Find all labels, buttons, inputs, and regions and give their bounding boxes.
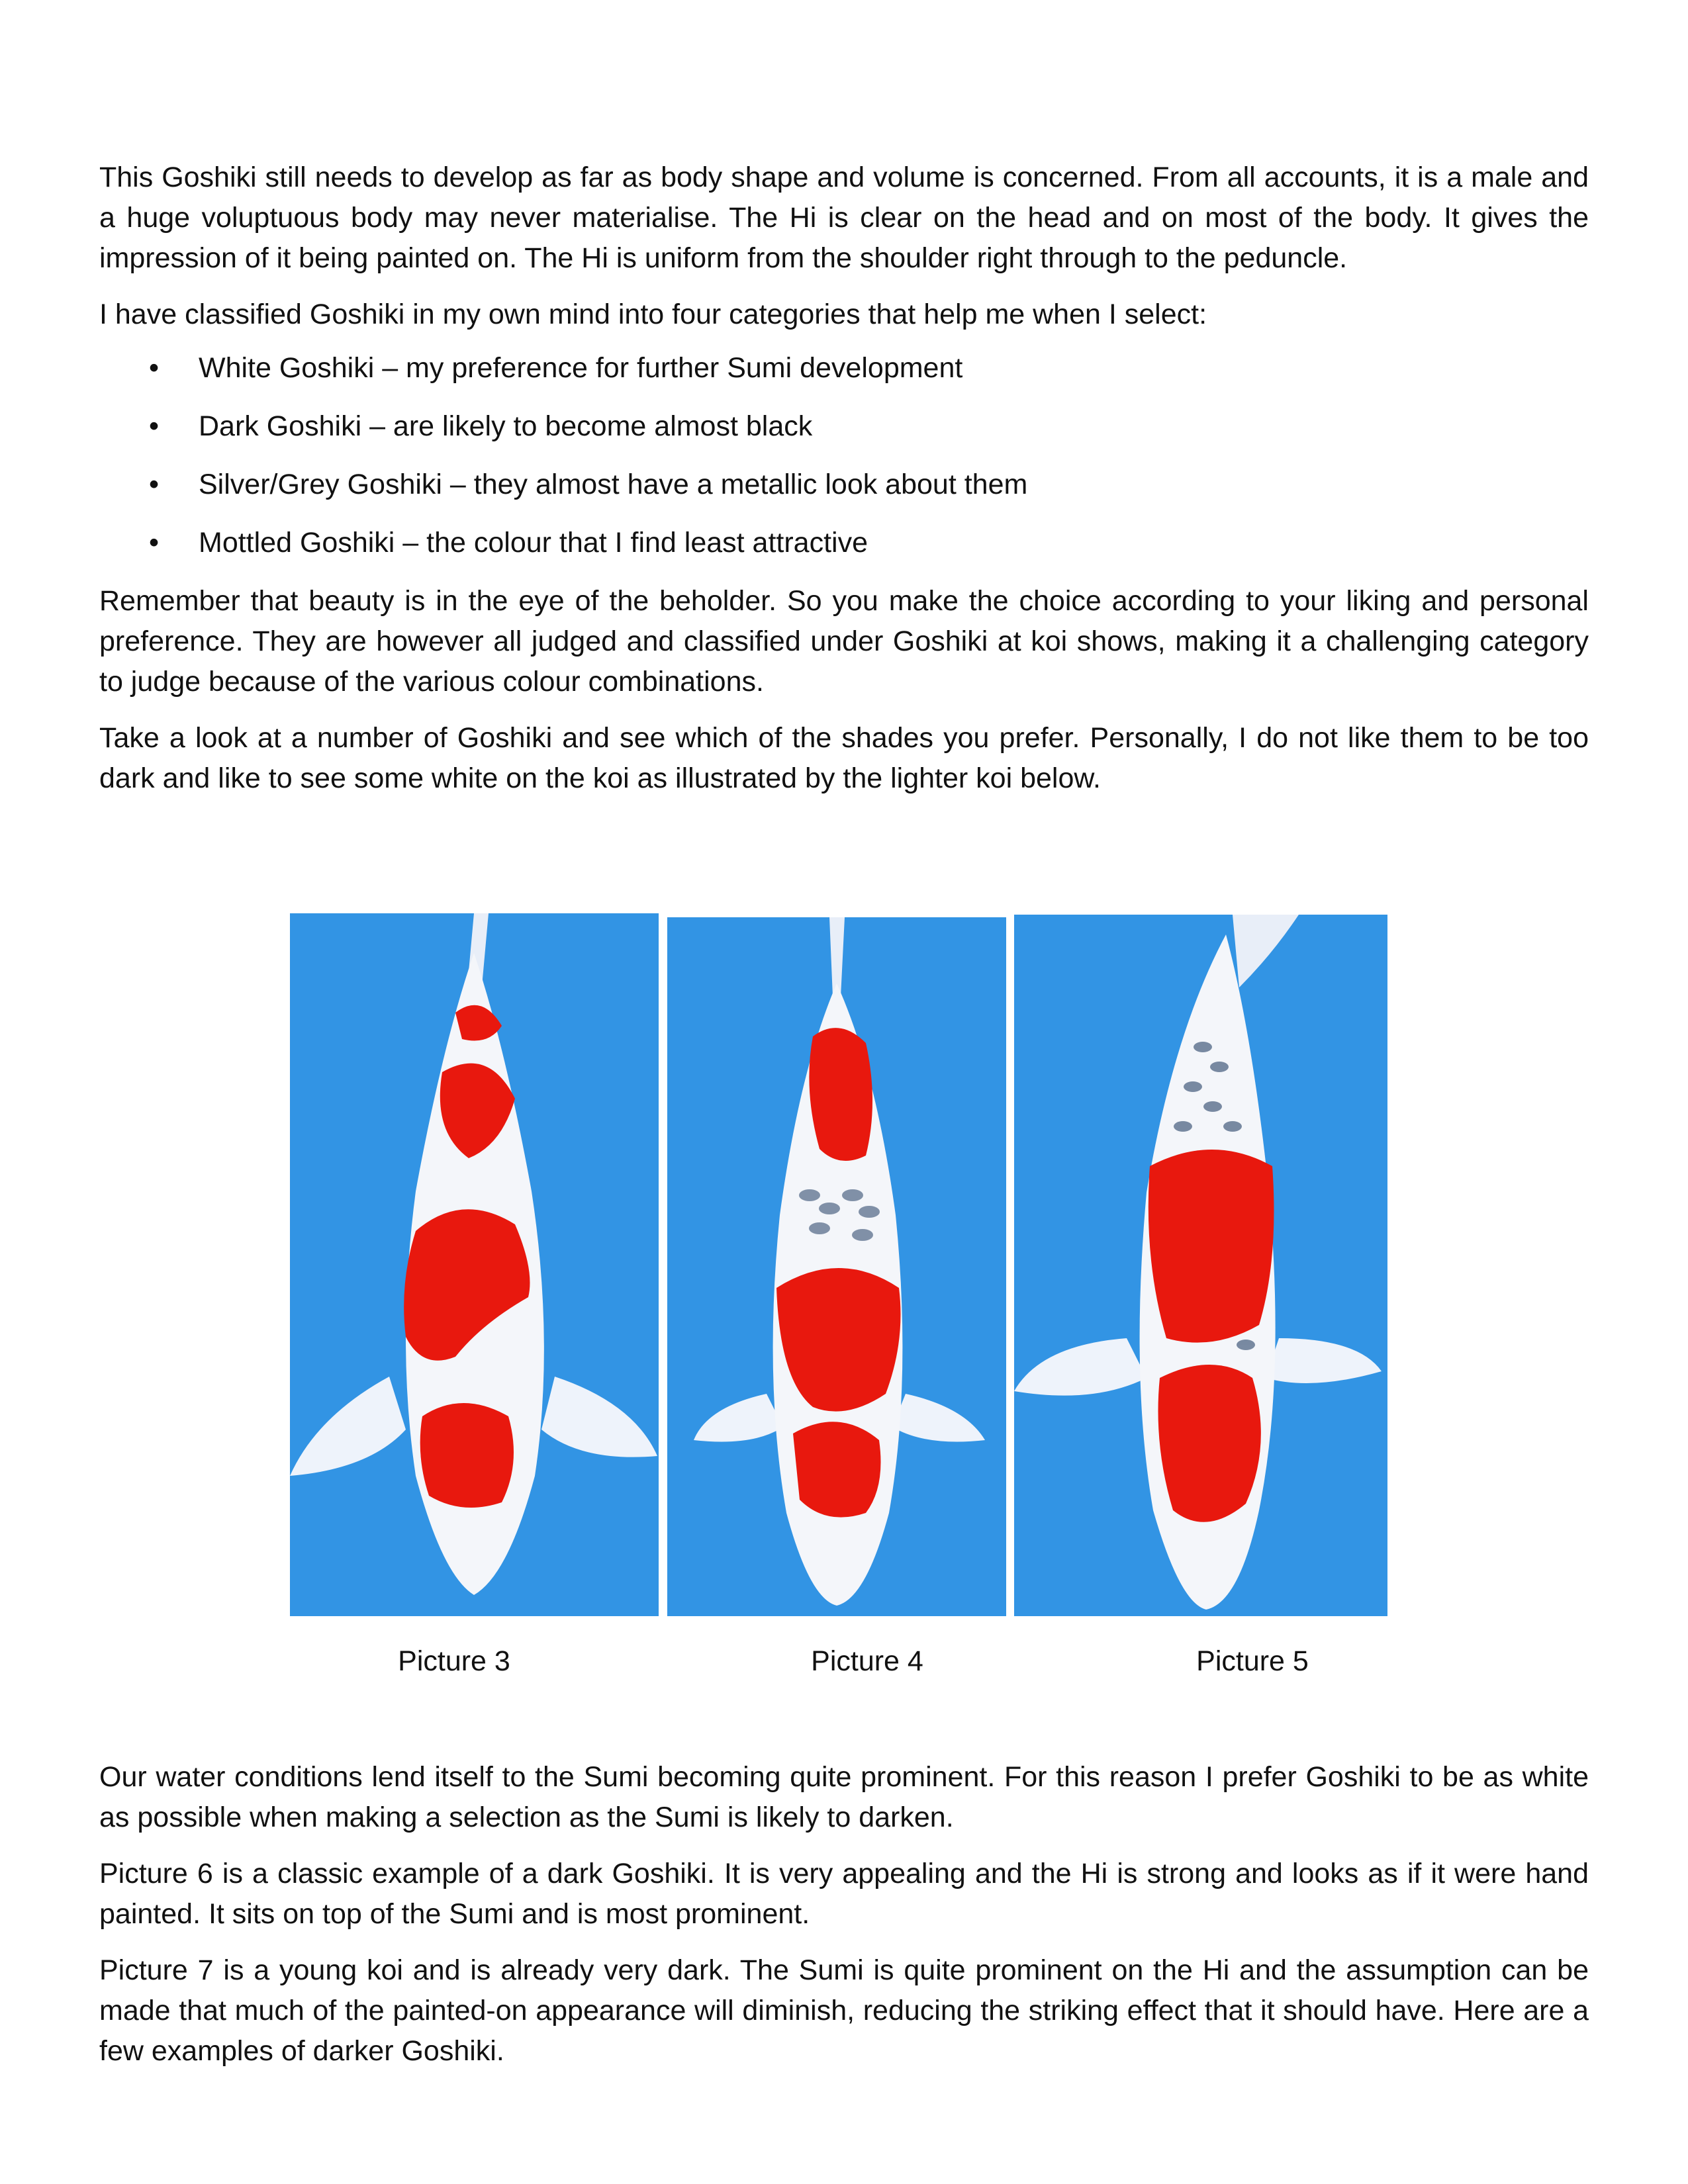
paragraph-shades: Take a look at a number of Goshiki and see which of the shades you prefer. Personally, I do not like them to be too dark and like to see some white on the koi as illustrated by the lighter koi below. — [99, 722, 1589, 794]
list-item: • Mottled Goshiki – the colour that I find least attractive — [99, 523, 1589, 563]
paragraph-categories: I have classified Goshiki in my own mind into four categories that help me when I select: — [99, 298, 1207, 330]
koi-4-illustration — [667, 917, 1006, 1616]
paragraph-picture-6: Picture 6 is a classic example of a dark Goshiki. It is very appealing and the Hi is strong and looks as if it were hand painted. It sits on top of the Sumi and is most prominent. — [99, 1858, 1589, 1930]
category-list — [99, 348, 1589, 563]
koi-5-illustration — [1014, 915, 1387, 1616]
list-item: • Silver/Grey Goshiki – they almost have a metallic look about them — [99, 465, 1589, 505]
koi-photo-4 — [667, 917, 1006, 1616]
list-item: • White Goshiki – my preference for further Sumi development — [99, 348, 1589, 388]
page-content-bottom — [99, 1757, 1589, 2087]
paragraph-picture-7: Picture 7 is a young koi and is already very dark. The Sumi is quite prominent on the Hi and the assumption can be made that much of the painted-on appearance will diminish, reducing the striking effect that it should have. Here are a few examples of darker Goshiki. — [99, 1954, 1589, 2067]
paragraph-water: Our water conditions lend itself to the Sumi becoming quite prominent. For this reason I prefer Goshiki to be as white as possible when making a selection as the Sumi is likely to darken. — [99, 1761, 1589, 1833]
koi-3-illustration — [290, 913, 659, 1616]
caption-picture-5: Picture 5 — [1196, 1645, 1309, 1677]
page-content — [99, 158, 1589, 815]
koi-photo-5 — [1014, 915, 1387, 1616]
list-item: • Dark Goshiki – are likely to become almost black — [99, 406, 1589, 447]
paragraph-intro: This Goshiki still needs to develop as far as body shape and volume is concerned. From all accounts, it is a male and a huge voluptuous body may never materialise. The Hi is clear on the head and on most of the body. It gives the impression of it being painted on. The Hi is uniform from the shoulder right through to the peduncle. — [99, 161, 1589, 274]
paragraph-beauty: Remember that beauty is in the eye of the beholder. So you make the choice according to your liking and personal preference. They are however all judged and classified under Goshiki at koi shows, making it a challenging category to judge because of the various colour combinations. — [99, 585, 1589, 698]
caption-picture-3: Picture 3 — [398, 1645, 510, 1677]
koi-photo-3 — [290, 913, 659, 1616]
caption-picture-4: Picture 4 — [811, 1645, 923, 1677]
